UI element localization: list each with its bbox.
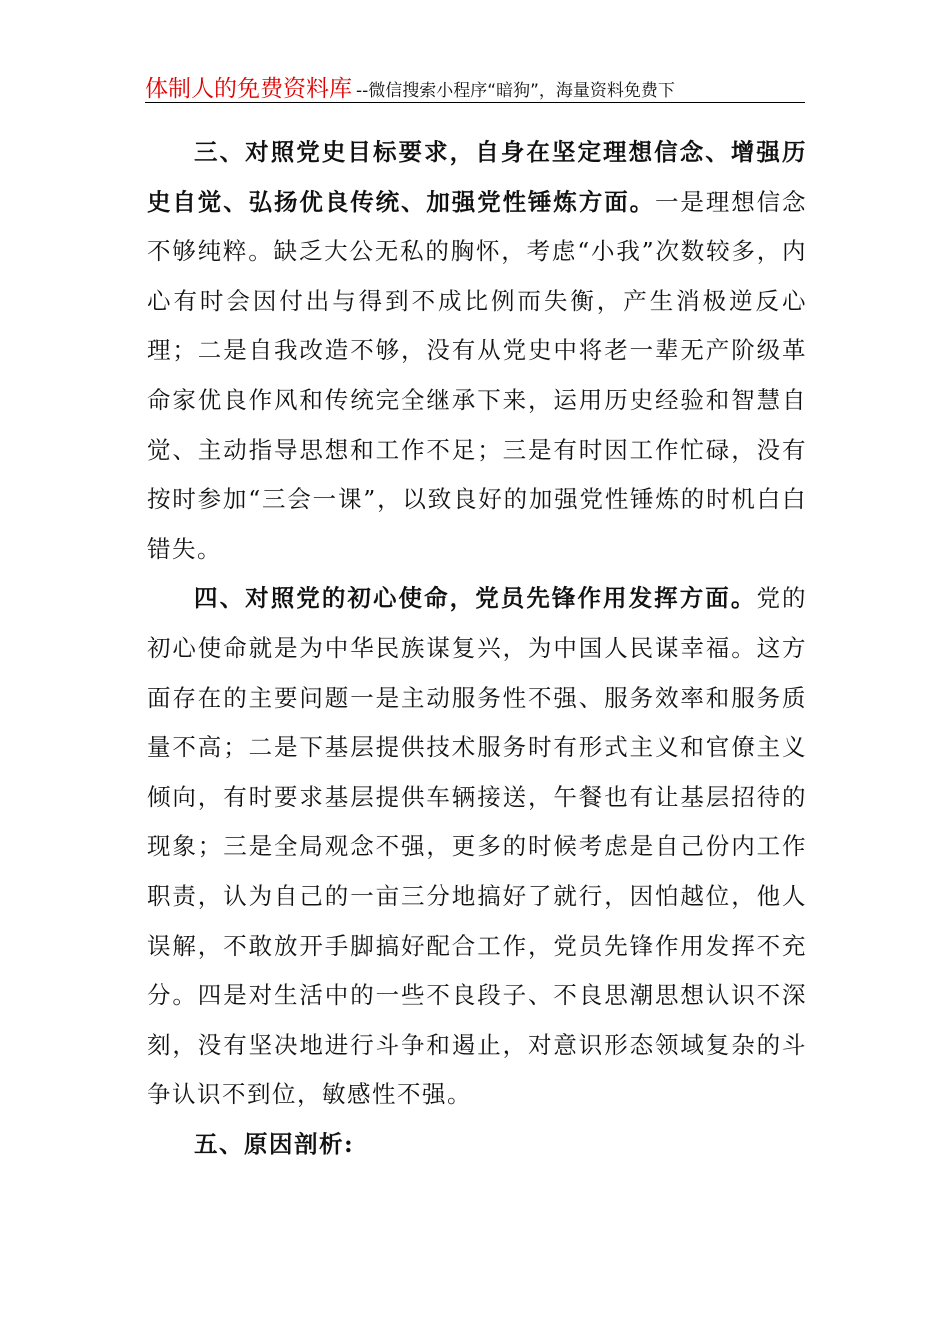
page-header (145, 70, 805, 103)
section-text: 党的初心使命就是为中华民族谋复兴，为中国人民谋幸福。这方面存在的主要问题一是主动服务性不强、服务效率和服务质量不高；二是下基层提供技术服务时有形式主义和官僚主义倾向，有时要求基层提供车辆接送，午餐也有让基层招待的现象；三是全局观念不强，更多的时候考虑是自己份内工作职责，认为自己的一亩三分地搞好了就行，因怕越位，他人误解，不敢放开手脚搞好配合工作，党员先锋作用发挥不充分。四是对生活中的一些不良段子、不良思潮思想认识不深刻，没有坚决地进行斗争和遏止，对意识形态领域复杂的斗争认识不到位，敏感性不强。 (147, 584, 808, 1109)
paragraph-section-5 (147, 1120, 807, 1170)
section-heading: 三、对照党史目标要求，自身在坚定理想信念、增强历史自觉、弘扬优良传统、加强党性锤炼方面。 (147, 138, 807, 216)
section-heading: 四、对照党的初心使命，党员先锋作用发挥方面。 (194, 584, 757, 613)
paragraph-section-3 (147, 128, 807, 574)
section-text: 一是理想信念不够纯粹。缺乏大公无私的胸怀，考虑“小我”次数较多，内心有时会因付出与得到不成比例而失衡，产生消极逆反心理；二是自我改造不够，没有从党史中将老一辈无产阶级革命家优良作风和传统完全继承下来，运用历史经验和智慧自觉、主动指导思想和工作不足；三是有时因工作忙碌，没有按时参加“三会一课”，以致良好的加强党性锤炼的时机白白错失。 (147, 187, 807, 563)
section-heading: 五、原因剖析: (194, 1129, 355, 1158)
header-tagline: --微信搜索小程序“暗狗”，海量资料免费下 (356, 81, 675, 101)
header-brand: 体制人的免费资料库 (145, 76, 352, 102)
paragraph-section-4 (147, 574, 807, 1120)
document-body (147, 128, 807, 1169)
